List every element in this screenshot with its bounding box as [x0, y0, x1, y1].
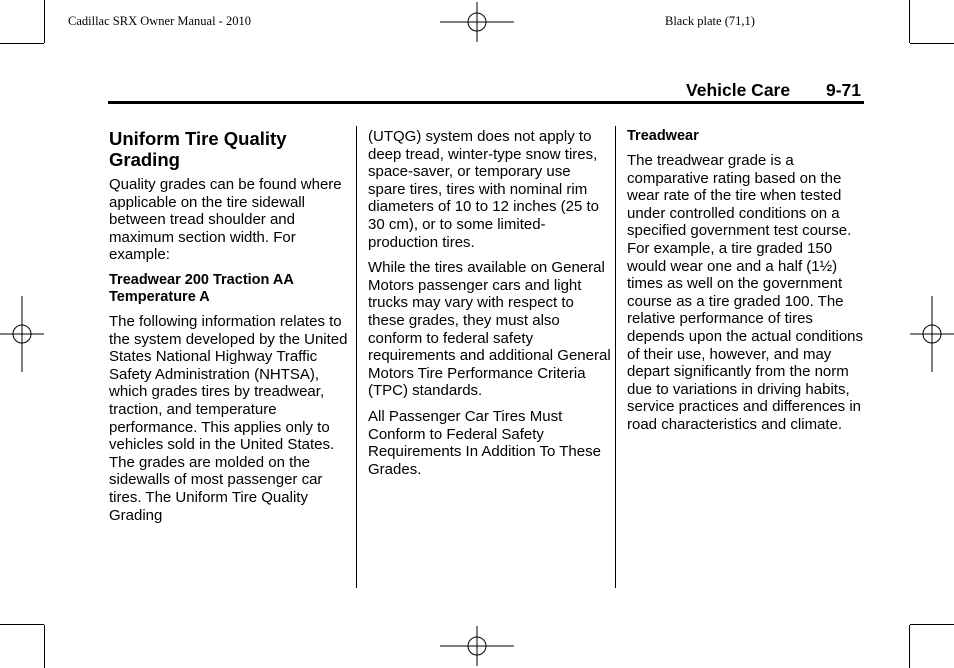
- continued-paragraph: (UTQG) system does not apply to deep tread, winter-type snow tires, space-saver, or temporary use spare tires, tires with nominal rim diameters of 10 to 12 inches (25 to 30 cm), or to some limited-production tires.: [368, 128, 599, 251]
- column-separator-2: [615, 126, 616, 588]
- body-paragraph-3: All Passenger Car Tires Must Conform to Federal Safety Requirements In Addition To These Grades.: [368, 407, 601, 478]
- body-paragraph: The following information relates to the system developed by the United States National Highway Traffic Safety Administration (NHTSA), which grades tires by treadwear, traction, and temperature performance. This applies only to vehicles sold in the United States. The grades are molded on the sidewalls of most passenger car tires. The Uniform Tire Quality Grading: [109, 312, 348, 524]
- column-3: [627, 128, 871, 442]
- print-header-plate: Black plate (71,1): [665, 14, 755, 28]
- body-paragraph-2: While the tires available on General Motors passenger cars and light trucks may vary with respect to these grades, they must also conform to federal safety requirements and additional General Motors Tire Performance Criteria (TPC) standards.: [368, 259, 611, 400]
- treadwear-paragraph: The treadwear grade is a comparative rating based on the wear rate of the tire when tested under controlled conditions on a specified government test course. For example, a tire graded 150 would wear one and a half (1½) times as well on the government course as a tire graded 100. The relative performance of tires depends upon the actual conditions of their use, however, and may depart significantly from the norm due to variations in driving habits, service practices and differences in road characteristics and climate.: [627, 152, 864, 433]
- registration-mark-top: [438, 2, 516, 42]
- running-header-section: Vehicle Care: [686, 80, 791, 100]
- column-separator-1: [356, 126, 357, 588]
- example-heading: Treadwear 200 Traction AA Temperature A: [109, 271, 294, 305]
- section-heading: Uniform Tire Quality Grading: [109, 128, 287, 170]
- treadwear-heading: Treadwear: [627, 128, 699, 144]
- intro-paragraph: Quality grades can be found where applicable on the tire sidewall between tread shoulder and maximum section width. For example:: [109, 176, 342, 264]
- registration-mark-right: [910, 296, 954, 372]
- print-header-title: Cadillac SRX Owner Manual - 2010: [68, 14, 251, 28]
- header-rule: [108, 101, 864, 104]
- column-1: [109, 126, 353, 532]
- registration-mark-bottom: [438, 626, 516, 666]
- running-header-page-number: 9-71: [826, 80, 862, 100]
- registration-mark-left: [0, 296, 44, 372]
- column-2: [368, 128, 612, 486]
